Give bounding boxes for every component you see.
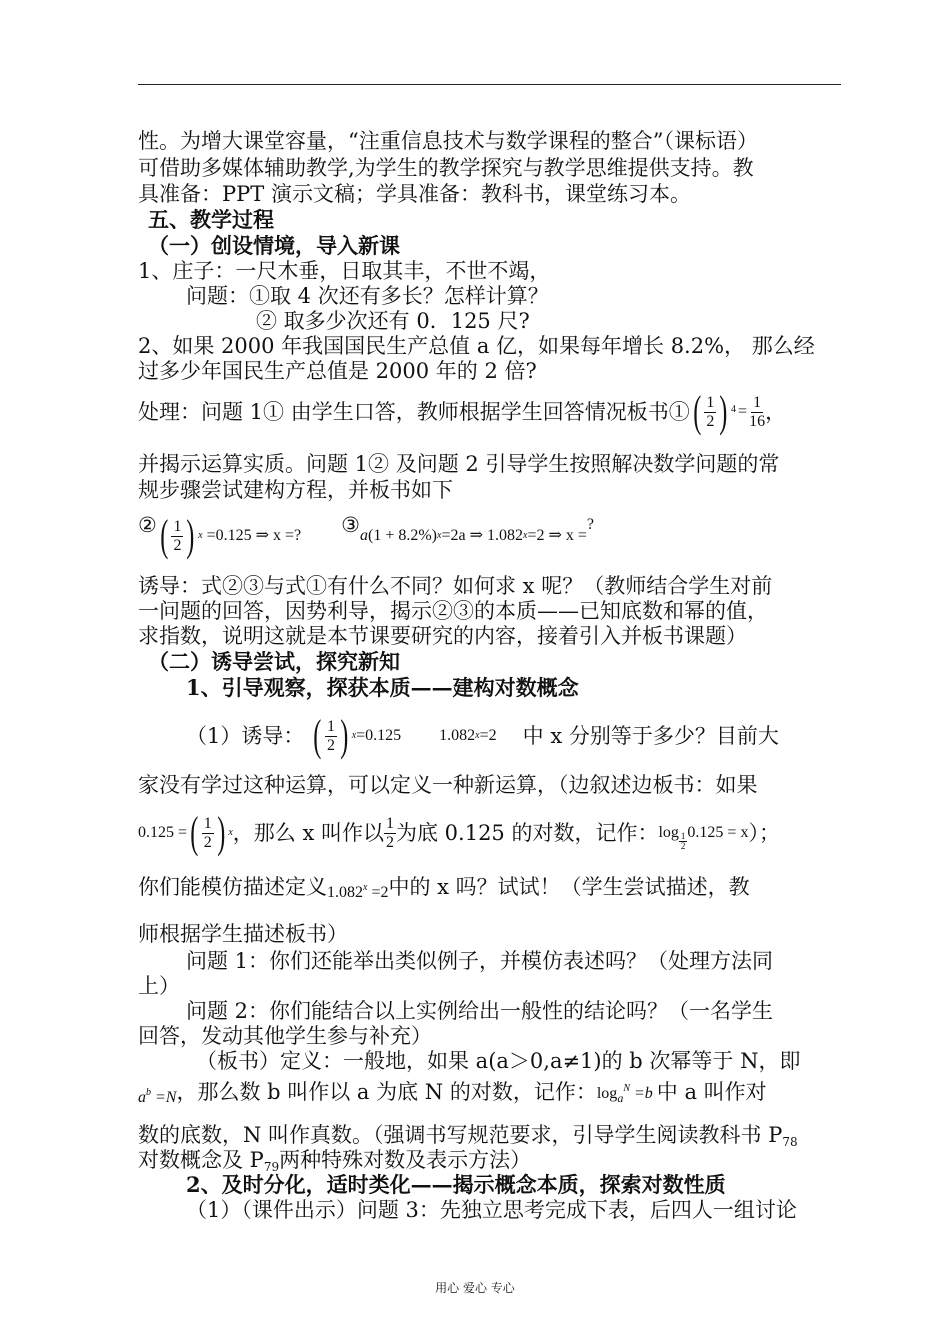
line: 上） — [138, 974, 180, 998]
line-formula-4: 你们能模仿描述定义 $1.082^x =2$ 中的 x 吗？试试！（学生尝试描述，教 — [138, 875, 750, 901]
fraction-1-16: $\frac{1}{16}$ — [749, 393, 766, 430]
line: 规步骤尝试建构方程，并板书如下 — [138, 478, 453, 502]
subsection-heading: 1、引导观察，探获本质——建构对数概念 — [186, 675, 579, 700]
line: 求指数，说明这就是本节课要研究的内容，接着引入并板书课题） — [138, 624, 747, 648]
line: （板书）定义：一般地，如果 a(a＞0,a≠1)的 b 次幂等于 N，即 — [196, 1049, 801, 1073]
page-footer: 用心 爱心 专心 — [435, 1281, 515, 1295]
line-equations: ② ( $\frac{1}{2}$ ) x =0.125 ⇒ x =? ③ a (1 + 8.2%) x =2a ⇒ 1.082 x =2 ⇒ x = ? — [138, 511, 594, 560]
line: ② 取多少次还有 0．125 尺? — [256, 309, 530, 333]
subsection-heading: 2、及时分化，适时类化——揭示概念本质，探索对数性质 — [186, 1172, 726, 1197]
line: 问题 1：你们还能举出类似例子，并模仿表述吗？（处理方法同 — [186, 949, 774, 973]
line: 一问题的回答，因势利导，揭示②③的本质——已知底数和幂的值， — [138, 599, 768, 623]
line: 具准备：PPT 演示文稿；学具准备：教科书，课堂练习本。 — [138, 182, 691, 206]
half-power-4: ( $\frac{1}{2}$ ) 4 — [693, 387, 737, 436]
line: 诱导：式②③与式①有什么不同？如何求 x 呢？（教师结合学生对前 — [138, 574, 773, 598]
line-formula-5: $a^b =N$ ，那么数 b 叫作以 a 为底 N 的对数，记作： $\log_a^N =b$ 中 a 叫作对 — [138, 1080, 767, 1106]
line: 可借助多媒体辅助教学,为学生的教学探究与教学思维提供支持。教 — [138, 156, 754, 180]
line: 问题：①取 4 次还有多长？怎样计算？ — [186, 284, 549, 308]
line-formula-1: 处理：问题 1① 由学生口答，教师根据学生回答情况板书① ( $\frac{1}{2}$ ) 4 = $\frac{1}{16}$ ， — [138, 387, 787, 436]
line: 并揭示运算实质。问题 1② 及问题 2 引导学生按照解决数学问题的常 — [138, 452, 780, 476]
subsection-heading: （一）创设情境，导入新课 — [148, 233, 400, 258]
line: 2、如果 2000 年我国国民生产总值 a 亿，如果每年增长 8.2%， 那么经 — [138, 334, 815, 358]
section-heading: 五、教学过程 — [148, 207, 274, 232]
header-rule — [138, 84, 841, 85]
line: 回答，发动其他学生参与补充） — [138, 1024, 432, 1048]
line: 家没有学过这种运算，可以定义一种新运算，（边叙述边板书：如果 — [138, 773, 758, 797]
line: 性。为增大课堂容量，“注重信息技术与数学课程的整合”（课标语） — [138, 129, 758, 153]
line-formula-2: （1）诱导： ( $\frac{1}{2}$ ) x =0.125 1.082 x =2 中 x 分别等于多少？目前大 — [186, 711, 779, 760]
line: 问题 2：你们能结合以上实例给出一般性的结论吗？（一名学生 — [186, 999, 774, 1023]
line: 数的底数，N 叫作真数。（强调书写规范要求，引导学生阅读教科书 $P_{78}$ — [138, 1123, 798, 1149]
line: 对数概念及 $P_{79}$两种特殊对数及表示方法） — [138, 1148, 532, 1174]
line: （1）（课件出示）问题 3：先独立思考完成下表，后四人一组讨论 — [186, 1198, 797, 1222]
line: 师根据学生描述板书） — [138, 922, 348, 946]
line-formula-3: 0.125 = ( $\frac{1}{2}$ ) x ，那么 x 叫作以 $\frac{1}{2}$ 为底 0.125 的对数，记作： log $\frac{1}{2}$ 0.125 = x ）； — [138, 808, 780, 857]
line: 1、庄子：一尺木垂，日取其丰，不世不竭， — [138, 259, 551, 283]
line: 过多少年国民生产总值是 2000 年的 2 倍? — [138, 359, 537, 383]
text: 处理：问题 1① 由学生口答，教师根据学生回答情况板书① — [138, 400, 690, 424]
subsection-heading: （二）诱导尝试，探究新知 — [148, 649, 400, 674]
